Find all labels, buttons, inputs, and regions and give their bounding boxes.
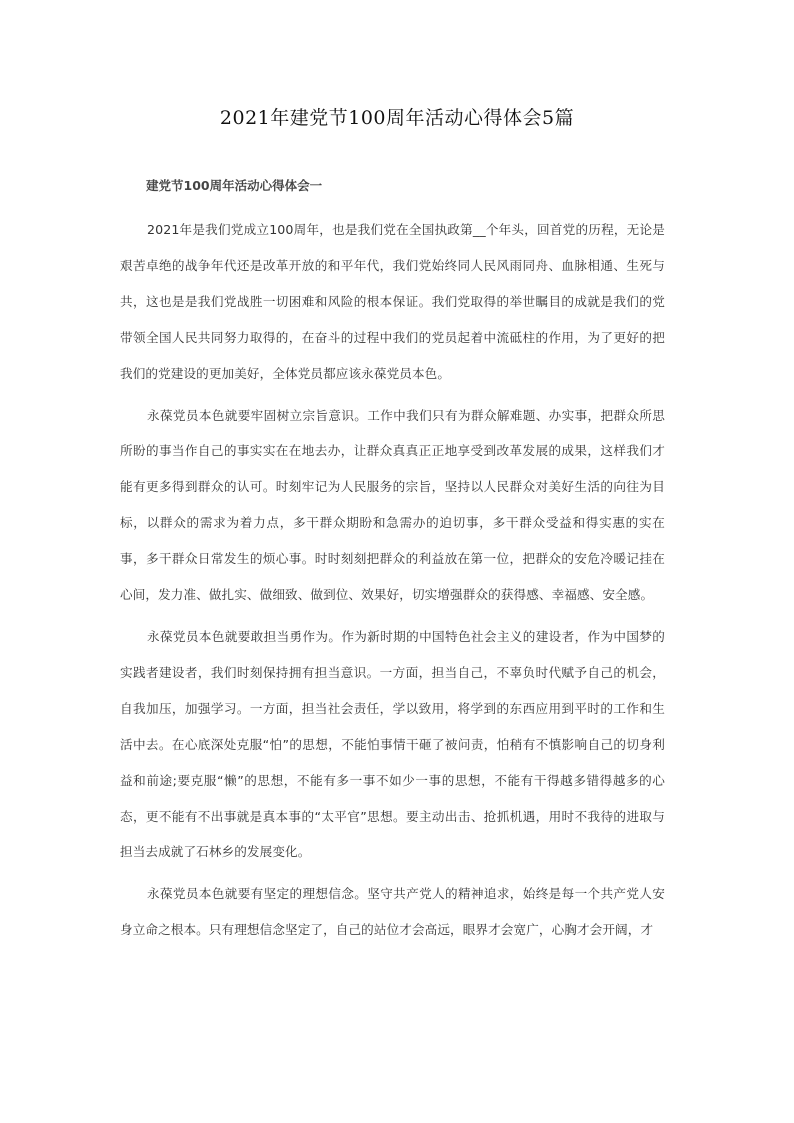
paragraph: 2021年是我们党成立100周年，也是我们党在全国执政第__个年头，回首党的历程，无论是艰苦卓绝的战争年代还是改革开放的和平年代，我们党始终同人民风雨同舟、血脉相通、生死与共，这也是是我们党战胜一切困难和风险的根本保证。我们党取得的举世瞩目的成就是我们的党带领全国人民共同努力取得的，在奋斗的过程中我们的党员起着中流砥柱的作用，为了更好的把我们的党建设的更加美好，全体党员都应该永葆党员本色。: [120, 222, 665, 381]
paragraph: 永葆党员本色就要敢担当勇作为。作为新时期的中国特色社会主义的建设者，作为中国梦的实践者建设者，我们时刻保持拥有担当意识。一方面，担当自己，不辜负时代赋予自己的机会，自我加压，加强学习。一方面，担当社会责任，学以致用，将学到的东西应用到平时的工作和生活中去。在心底深处克服“怕”的思想，不能怕事情干砸了被问责，怕稍有不慎影响自己的切身利益和前途;要克服“懒”的思想，不能有多一事不如少一事的思想，不能有干得越多错得越多的心态，更不能有不出事就是真本事的“太平官”思想。要主动出击、抢抓机遇，用时不我待的进取与担当去成就了石林乡的发展变化。: [120, 628, 665, 860]
section-heading: 建党节100周年活动心得体会一: [146, 178, 323, 193]
paragraph: 永葆党员本色就要牢固树立宗旨意识。工作中我们只有为群众解难题、办实事，把群众所思所盼的事当作自己的事实实在在地去办，让群众真真正正地享受到改革发展的成果，这样我们才能有更多得到群众的认可。时刻牢记为人民服务的宗旨，坚持以人民群众对美好生活的向往为目标，以群众的需求为着力点，多干群众期盼和急需办的迫切事，多干群众受益和得实惠的实在事，多干群众日常发生的烦心事。时时刻刻把群众的利益放在第一位，把群众的安危冷暖记挂在心间，发力准、做扎实、做细致、做到位、效果好，切实增强群众的获得感、幸福感、安全感。: [120, 407, 665, 603]
paragraph: 永葆党员本色就要有坚定的理想信念。坚守共产党人的精神追求，始终是每一个共产党人安身立命之根本。只有理想信念坚定了，自己的站位才会高远，眼界才会宽广，心胸才会开阔，才: [120, 886, 665, 938]
document-body: [120, 212, 665, 954]
document-title: 2021年建党节100周年活动心得体会5篇: [219, 107, 575, 129]
